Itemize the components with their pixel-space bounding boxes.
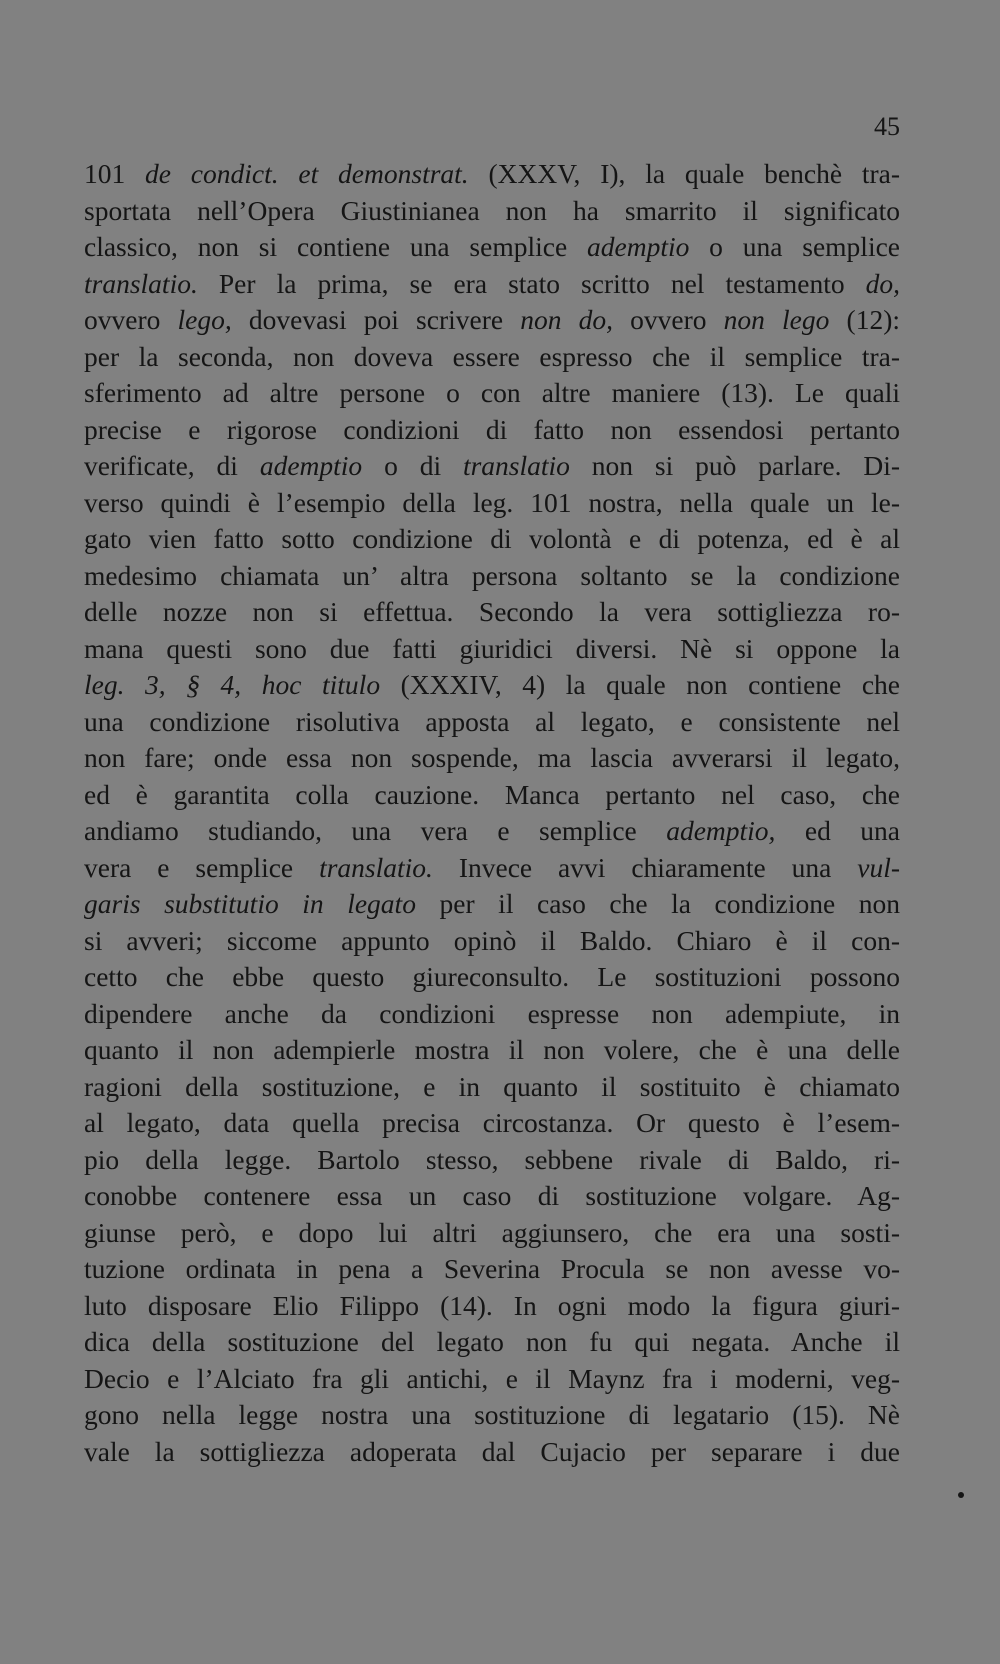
text-line — [84, 959, 900, 996]
text-line — [84, 1178, 900, 1215]
text-line — [84, 1397, 900, 1434]
text-segment: precise e rigorose condizioni di fatto non essendosi pertanto — [84, 413, 900, 445]
text-segment: tuzione ordinata in pena a Severina Procula se non avesse vo- — [84, 1253, 900, 1284]
italic-text: leg. 3, § 4, hoc titulo — [84, 669, 381, 700]
text-segment: ed una — [775, 815, 900, 846]
text-line — [84, 777, 900, 814]
text-segment: non si può parlare. Di- — [569, 450, 900, 481]
text-line — [84, 1361, 900, 1398]
italic-text: de condict. et demonstrat. — [145, 158, 469, 189]
text-segment: ovvero — [84, 304, 178, 335]
text-segment: Per la prima, se era stato scritto nel testamento — [197, 267, 866, 299]
text-line — [84, 1324, 900, 1361]
text-line — [84, 1032, 900, 1069]
text-line — [84, 1251, 900, 1288]
text-segment: pio della legge. Bartolo stesso, sebbene rivale di Baldo, ri- — [84, 1143, 900, 1175]
text-line — [84, 558, 900, 595]
body-text — [84, 156, 900, 1470]
text-segment: classico, non si contiene una semplice — [84, 231, 587, 262]
text-segment: o una semplice — [689, 231, 900, 262]
page-number: 45 — [874, 112, 900, 141]
text-line — [84, 1069, 900, 1106]
italic-text: vul- — [857, 851, 901, 883]
italic-text: ademptio, — [666, 815, 776, 846]
text-line — [84, 850, 900, 887]
text-segment: o di — [362, 450, 463, 481]
text-segment: ovvero — [613, 304, 724, 335]
text-line — [84, 1142, 900, 1179]
italic-text: non do, — [520, 304, 613, 335]
text-segment: delle nozze non si effettua. Secondo la vera sottigliezza ro- — [84, 596, 900, 627]
text-line — [84, 813, 900, 850]
text-segment: mana questi sono due fatti giuridici diversi. Nè si oppone la — [84, 632, 900, 664]
text-segment: ed è garantita colla cauzione. Manca pertanto nel caso, che — [84, 778, 900, 810]
italic-text: garis substitutio in legato — [84, 888, 416, 919]
text-segment: una condizione risolutiva apposta al legato, e consistente nel — [84, 705, 900, 737]
text-line — [84, 375, 900, 412]
text-segment: gato vien fatto sotto condizione di volontà e di potenza, ed è al — [84, 523, 900, 554]
text-segment: conobbe contenere essa un caso di sostituzione volgare. Ag- — [84, 1180, 900, 1211]
text-line — [84, 193, 900, 230]
italic-text: ademptio — [259, 450, 363, 481]
text-segment: dica della sostituzione del legato non fu qui negata. Anche il — [84, 1326, 900, 1357]
text-line — [84, 448, 900, 485]
text-line — [84, 302, 900, 339]
text-segment: vera e semplice — [84, 851, 320, 883]
italic-text: do, — [865, 267, 900, 299]
italic-text: lego, — [177, 304, 232, 335]
text-line — [84, 266, 900, 303]
text-segment: vale la sottigliezza adoperata dal Cujacio per separare i due — [84, 1435, 900, 1467]
text-line — [84, 740, 900, 777]
text-segment: cetto che ebbe questo giureconsulto. Le sostituzioni possono — [84, 961, 900, 992]
text-line — [84, 886, 900, 923]
text-segment: 101 — [84, 158, 146, 189]
italic-text: non lego — [723, 304, 830, 335]
text-segment: dipendere anche da condizioni espresse non adempiute, in — [84, 997, 900, 1029]
text-segment: andiamo studiando, una vera e semplice — [84, 815, 667, 846]
text-line — [84, 156, 900, 193]
text-segment: (12): — [829, 304, 901, 335]
text-segment: luto disposare Elio Filippo (14). In ogni modo la figura giuri- — [84, 1289, 900, 1321]
text-segment: (XXXV, I), la quale benchè tra- — [468, 158, 901, 189]
text-segment: verificate, di — [84, 450, 260, 481]
text-line — [84, 229, 900, 266]
text-segment: sferimento ad altre persone o con altre maniere (13). Le quali — [84, 377, 900, 408]
text-line — [84, 339, 900, 376]
text-segment: Decio e l’Alciato fra gli antichi, e il Maynz fra i moderni, veg- — [84, 1362, 900, 1394]
text-line — [84, 667, 900, 704]
text-segment: si avveri; siccome appunto opinò il Baldo. Chiaro è il con- — [84, 924, 900, 956]
text-segment: sportata nell’Opera Giustinianea non ha smarrito il significato — [84, 194, 900, 226]
text-segment: ragioni della sostituzione, e in quanto il sostituito è chiamato — [84, 1070, 900, 1102]
text-line — [84, 485, 900, 522]
text-line — [84, 996, 900, 1033]
text-segment: Invece avvi chiaramente una — [432, 851, 858, 883]
text-line — [84, 1434, 900, 1471]
text-segment: al legato, data quella precisa circostanza. Or questo è l’esem- — [84, 1107, 900, 1138]
text-line — [84, 704, 900, 741]
text-line — [84, 923, 900, 960]
text-line — [84, 594, 900, 631]
text-segment: giunse però, e dopo lui altri aggiunsero, che era una sosti- — [84, 1216, 900, 1248]
text-line — [84, 1288, 900, 1325]
italic-text: ademptio — [587, 231, 690, 262]
text-segment: (XXXIV, 4) la quale non contiene che — [380, 669, 900, 700]
italic-text: translatio. — [319, 851, 433, 883]
italic-text: translatio. — [84, 267, 198, 299]
text-line — [84, 631, 900, 668]
text-segment: per il caso che la condizione non — [415, 888, 900, 919]
text-segment: non fare; onde essa non sospende, ma lascia avverarsi il legato, — [84, 742, 900, 773]
text-line — [84, 1215, 900, 1252]
text-segment: gono nella legge nostra una sostituzione di legatario (15). Nè — [84, 1399, 900, 1430]
text-segment: verso quindi è l’esempio della leg. 101 nostra, nella quale un le- — [84, 486, 900, 518]
text-line — [84, 521, 900, 558]
text-segment: quanto il non adempierle mostra il non volere, che è una delle — [84, 1034, 900, 1065]
text-segment: per la seconda, non doveva essere espresso che il semplice tra- — [84, 340, 900, 372]
text-segment: medesimo chiamata un’ altra persona soltanto se la condizione — [84, 559, 900, 591]
italic-text: translatio — [462, 450, 570, 481]
text-segment: dovevasi poi scrivere — [231, 304, 521, 335]
ink-speck — [958, 1492, 964, 1498]
text-line — [84, 412, 900, 449]
text-line — [84, 1105, 900, 1142]
